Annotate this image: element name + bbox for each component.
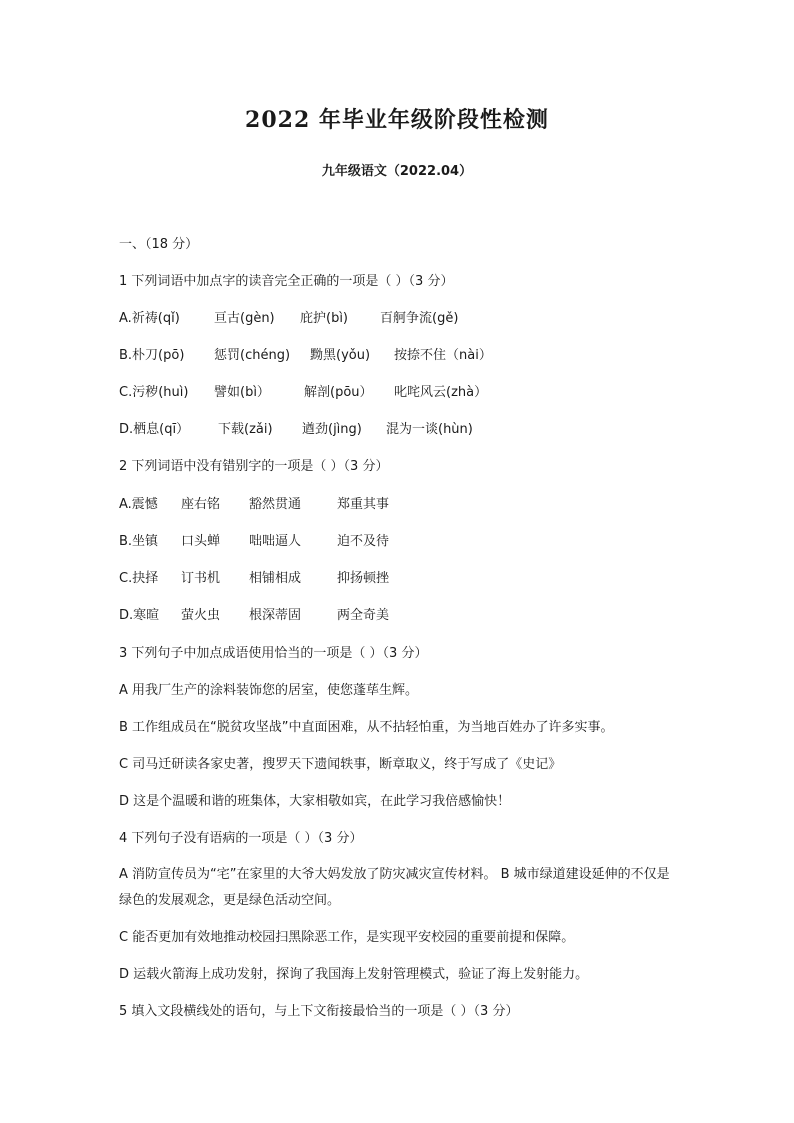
option-term: 豁然贯通 [249,497,302,512]
question-3-option-d: D 这是个温暖和谐的班集体，大家相敬如宾，在此学习我倍感愉快！ [119,794,511,809]
question-2-option-a [119,496,389,514]
option-term: 庇护(bì) [300,311,349,326]
question-2-option-c [119,570,389,588]
question-4-options-ab: A 消防宣传员为“宅”在家里的大爷大妈发放了防灾减灾宣传材料。 B 城市绿道建设延伸的不仅是绿色的发展观念，更是绿色活动空间。 [119,867,670,908]
option-term: D.栖息(qī） [119,422,190,437]
option-term: 譬如(bì） [214,385,270,400]
question-4-option-d: D 运载火箭海上成功发射，探询了我国海上发射管理模式，验证了海上发射能力。 [119,967,589,982]
option-term: 混为一谈(hùn) [386,422,473,437]
question-3-stem: 3 下列句子中加点成语使用恰当的一项是（ ）（3 分） [119,646,428,661]
option-term: A.祈祷(qǐ) [119,311,180,326]
option-term: 黝黑(yǒu) [310,348,371,363]
option-term: B.朴刀(pō) [119,348,185,363]
question-5-stem: 5 填入文段横线处的语句，与上下文衔接最恰当的一项是（ ）（3 分） [119,1004,519,1019]
question-3-option-b: B 工作组成员在“脱贫攻坚战”中直面困难，从不拈轻怕重，为当地百姓办了许多实事。 [119,720,614,735]
question-3-option-c: C 司马迁研读各家史著，搜罗天下遗闻轶事，断章取义，终于写成了《史记》 [119,757,562,772]
option-term: 解剖(pōu） [304,385,373,400]
option-term: 萤火虫 [181,608,221,623]
section-heading: 一、（18 分） [119,237,199,252]
option-term: 根深蒂固 [249,608,302,623]
option-term: 咄咄逼人 [249,534,302,549]
option-term: D.寒暄 [119,608,160,623]
option-term: 迫不及待 [337,534,390,549]
document-title: 2022 年毕业年级阶段性检测 [245,107,549,133]
question-3-option-a: A 用我厂生产的涂料装饰您的居室，使您蓬荜生辉。 [119,683,419,698]
option-term: 相铺相成 [249,571,302,586]
option-term: 遒劲(jìng) [302,422,362,437]
question-1-option-a [119,310,458,328]
option-term: 下载(zǎi) [218,422,273,437]
question-1-stem: 1 下列词语中加点字的读音完全正确的一项是（ ）（3 分） [119,274,454,289]
option-term: 百舸争流(gě) [380,311,459,326]
document-subtitle: 九年级语文（2022.04） [321,164,473,179]
option-term: B.坐镇 [119,534,159,549]
question-4-stem: 4 下列句子没有语病的一项是（ ）（3 分） [119,831,363,846]
question-2-stem: 2 下列词语中没有错别字的一项是（ ）（3 分） [119,459,389,474]
question-1-option-b [119,347,492,365]
question-4-option-c: C 能否更加有效地推动校园扫黑除恶工作，是实现平安校园的重要前提和保障。 [119,930,575,945]
option-term: 座右铭 [181,497,221,512]
option-term: A.震憾 [119,497,158,512]
option-term: 惩罚(chéng) [214,348,291,363]
option-term: C.污秽(huì) [119,385,189,400]
option-term: 郑重其事 [337,497,390,512]
option-term: 两全奇美 [337,608,390,623]
option-term: 抑扬顿挫 [337,571,390,586]
question-1-option-d [119,421,473,439]
question-1-option-c [119,384,487,402]
question-2-option-b [119,533,389,551]
option-term: 叱咤风云(zhà） [394,385,488,400]
option-term: 订书机 [181,571,221,586]
question-2-option-d [119,607,389,625]
option-term: C.抉择 [119,571,159,586]
option-term: 按捺不住（nài） [394,348,492,363]
option-term: 亘古(gèn) [214,311,275,326]
option-term: 口头蝉 [181,534,221,549]
